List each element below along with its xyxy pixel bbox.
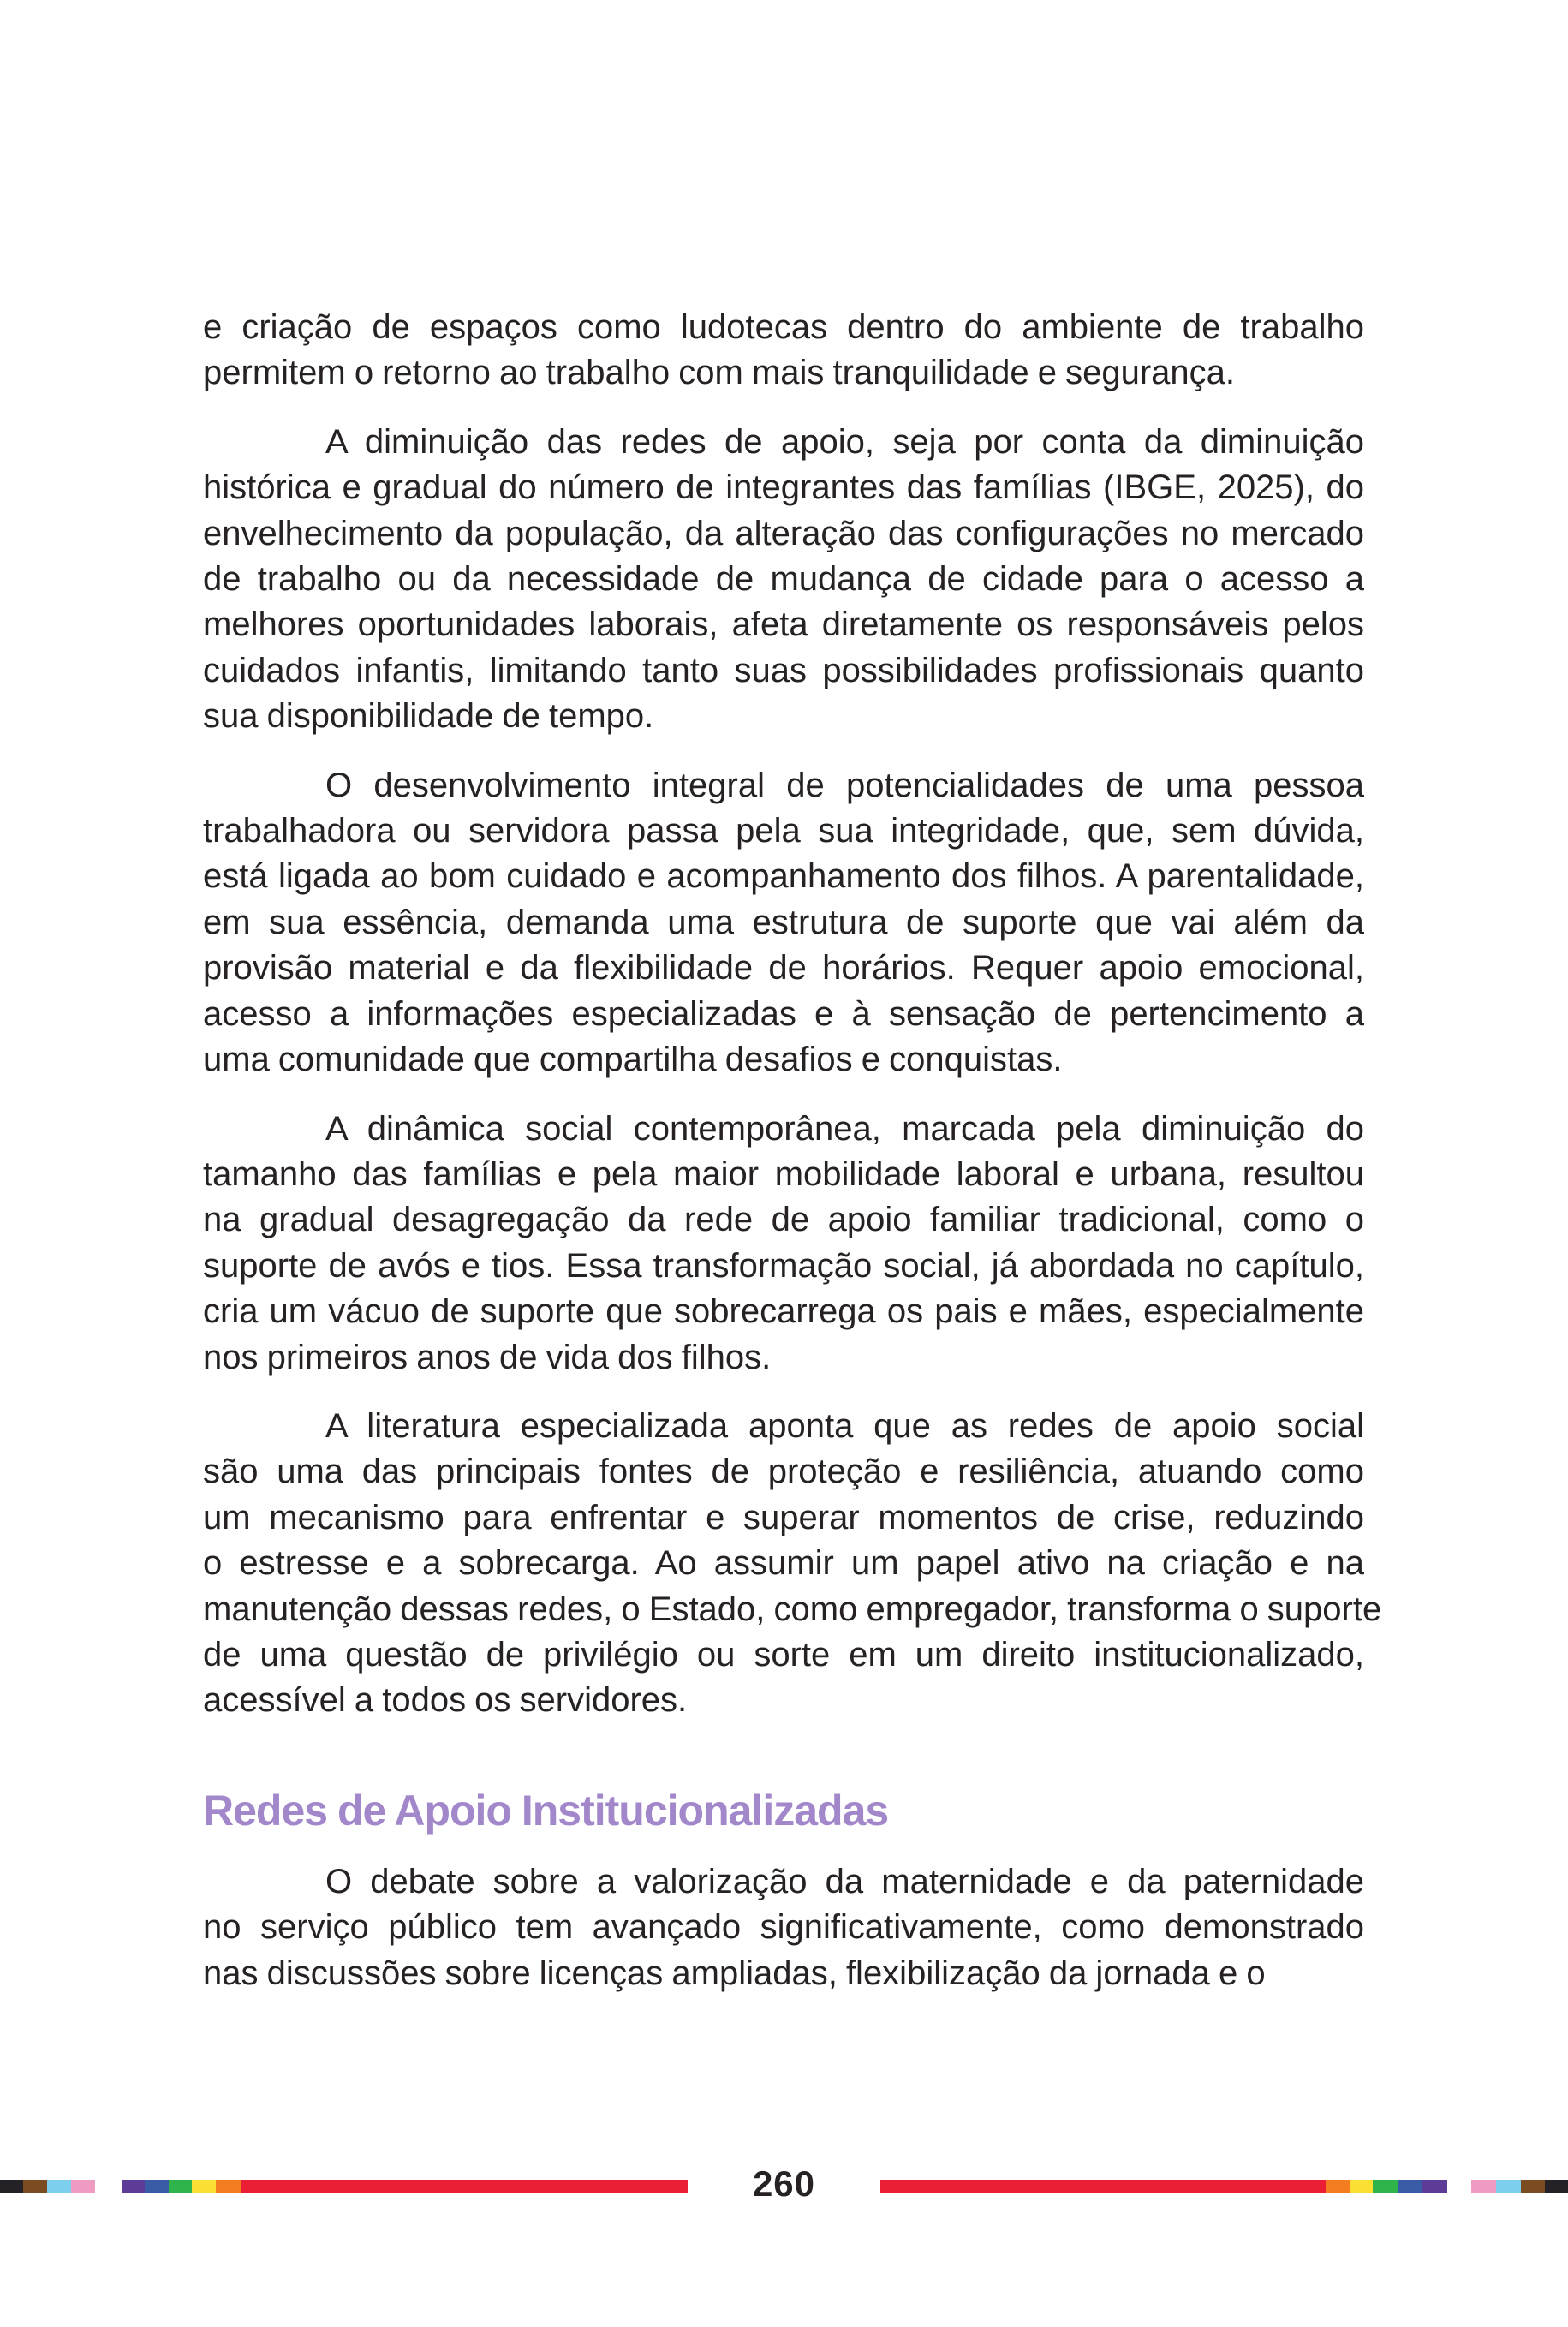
text-line: uma comunidade que compartilha desafios e conquistas. [203, 1041, 1063, 1079]
text-line: manutenção dessas redes, o Estado, como empregador, transforma o suporte [203, 1590, 1382, 1628]
text-line: nas discussões sobre licenças ampliadas, flexibilização da jornada e o [203, 1954, 1266, 1992]
text-line: nos primeiros anos de vida dos filhos. [203, 1338, 772, 1376]
text-line: cria um vácuo de suporte que sobrecarrega os pais e mães, especialmente [203, 1292, 1364, 1331]
text-line: na gradual desagregação da rede de apoio familiar tradicional, como o [203, 1201, 1364, 1239]
text-line: de trabalho ou da necessidade de mudança de cidade para o acesso a [203, 560, 1364, 599]
text-line: acesso a informações especializadas e à sensação de pertencimento a [203, 994, 1364, 1033]
text-line: histórica e gradual do número de integrantes das famílias (IBGE, 2025), do [203, 468, 1364, 507]
paragraph [203, 1107, 1364, 1381]
page-number: 260 [752, 2163, 816, 2204]
text-line: O debate sobre a valorização da maternidade e da paternidade [325, 1862, 1364, 1900]
text-line: A diminuição das redes de apoio, seja por conta da diminuição [325, 422, 1364, 461]
text-line: A literatura especializada aponta que as redes de apoio social [325, 1406, 1364, 1445]
text-line: envelhecimento da população, da alteração das configurações no mercado [203, 514, 1364, 552]
text-line: são uma das principais fontes de proteção e resiliência, atuando como [203, 1453, 1364, 1491]
text-line: O desenvolvimento integral de potencialidades de uma pessoa [325, 766, 1364, 804]
text-line: e criação de espaços como ludotecas dentro do ambiente de trabalho [203, 308, 1364, 346]
text-line: permitem o retorno ao trabalho com mais tranquilidade e segurança. [203, 354, 1235, 392]
section-heading: Redes de Apoio Institucionalizadas [203, 1786, 889, 1835]
text-line: trabalhadora ou servidora passa pela sua integridade, que, sem dúvida, [203, 812, 1364, 850]
text-line: provisão material e da flexibilidade de horários. Requer apoio emocional, [203, 949, 1364, 987]
text-line: acessível a todos os servidores. [203, 1681, 688, 1720]
paragraph [203, 305, 1364, 397]
text-line: de uma questão de privilégio ou sorte em um direito institucionalizado, [203, 1635, 1364, 1674]
text-line: suporte de avós e tios. Essa transformação social, já abordada no capítulo, [203, 1246, 1364, 1285]
text-line: em sua essência, demanda uma estrutura de suporte que vai além da [203, 903, 1364, 941]
text-line: está ligada ao bom cuidado e acompanhamento dos filhos. A parentalidade, [203, 857, 1364, 896]
text-line: A dinâmica social contemporânea, marcada pela diminuição do [325, 1109, 1364, 1148]
text-line: um mecanismo para enfrentar e superar momentos de crise, reduzindo [203, 1498, 1364, 1536]
text-line: tamanho das famílias e pela maior mobilidade laboral e urbana, resultou [203, 1155, 1364, 1193]
paragraph [203, 1404, 1382, 1724]
text-line: cuidados infantis, limitando tanto suas possibilidades profissionais quanto [203, 651, 1364, 689]
text-line: no serviço público tem avançado significativamente, como demonstrado [203, 1908, 1364, 1947]
paragraph [203, 420, 1364, 740]
paragraph [203, 763, 1364, 1083]
paragraph [203, 1859, 1364, 1996]
text-line: sua disponibilidade de tempo. [203, 697, 654, 736]
text-line: melhores oportunidades laborais, afeta diretamente os responsáveis pelos [203, 606, 1364, 644]
text-line: o estresse e a sobrecarga. Ao assumir um papel ativo na criação e na [203, 1544, 1364, 1583]
page-text-block [203, 305, 1382, 1996]
